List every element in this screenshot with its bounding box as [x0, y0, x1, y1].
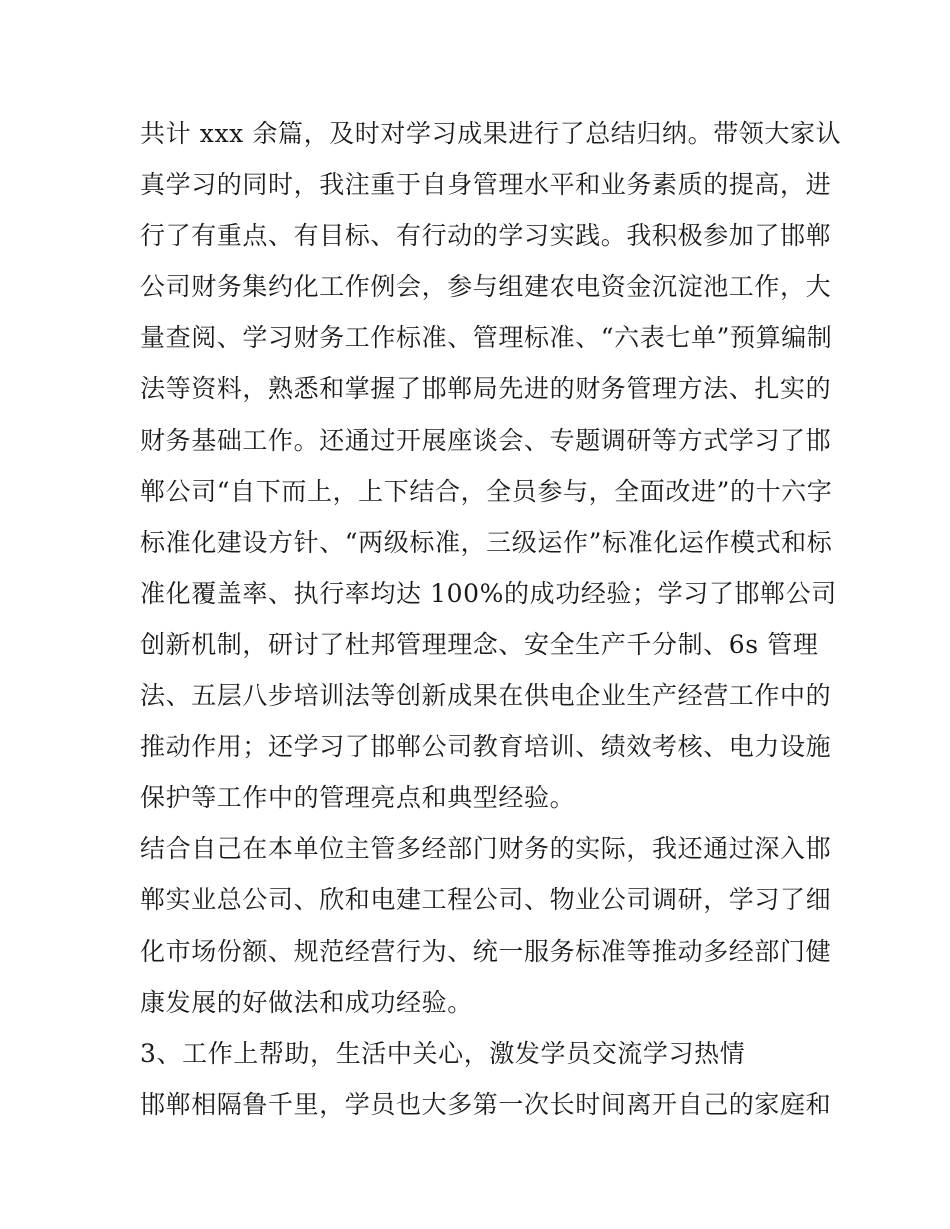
text-line: 财务基础工作。还通过开展座谈会、专题调研等方式学习了邯: [140, 425, 832, 455]
text-line: 法等资料，熟悉和掌握了邯郸局先进的财务管理方法、扎实的: [140, 374, 832, 404]
text-line: 行了有重点、有目标、有行动的学习实践。我积极参加了邯郸: [140, 221, 832, 251]
text-line: 法、五层八步培训法等创新成果在供电企业生产经营工作中的: [140, 681, 832, 711]
text-line: 化市场份额、规范经营行为、统一服务标准等推动多经部门健: [140, 936, 832, 966]
text-line: 公司财务集约化工作例会，参与组建农电资金沉淀池工作，大: [140, 272, 832, 302]
text-line: 量查阅、学习财务工作标准、管理标准、“六表七单”预算编制: [140, 323, 833, 353]
text-line: 康发展的好做法和成功经验。: [140, 987, 473, 1017]
text-line: 标准化建设方针、“两级标准，三级运作”标准化运作模式和标: [140, 527, 833, 557]
text-line: 郸实业总公司、欣和电建工程公司、物业公司调研，学习了细: [140, 885, 832, 915]
section-heading: 3、工作上帮助，生活中关心，激发学员交流学习热情: [140, 1038, 746, 1068]
text-line: 推动作用；还学习了邯郸公司教育培训、绩效考核、电力设施: [140, 732, 832, 762]
text-line: 真学习的同时，我注重于自身管理水平和业务素质的提高，进: [140, 170, 832, 200]
text-line: 邯郸相隔鲁千里，学员也大多第一次长时间离开自己的家庭和: [140, 1089, 832, 1119]
text-line: 创新机制，研讨了杜邦管理理念、安全生产千分制、6s 管理: [140, 629, 819, 659]
text-line: 郸公司“自下而上，上下结合，全员参与，全面改进”的十六字: [140, 476, 833, 506]
text-line: 准化覆盖率、执行率均达 100%的成功经验；学习了邯郸公司: [140, 578, 837, 608]
text-line: 共计 xxx 余篇，及时对学习成果进行了总结归纳。带领大家认: [140, 119, 842, 148]
text-line: 保护等工作中的管理亮点和典型经验。: [140, 783, 576, 813]
document-body: [140, 108, 842, 1130]
text-line: 结合自己在本单位主管多经部门财务的实际，我还通过深入邯: [140, 834, 832, 864]
